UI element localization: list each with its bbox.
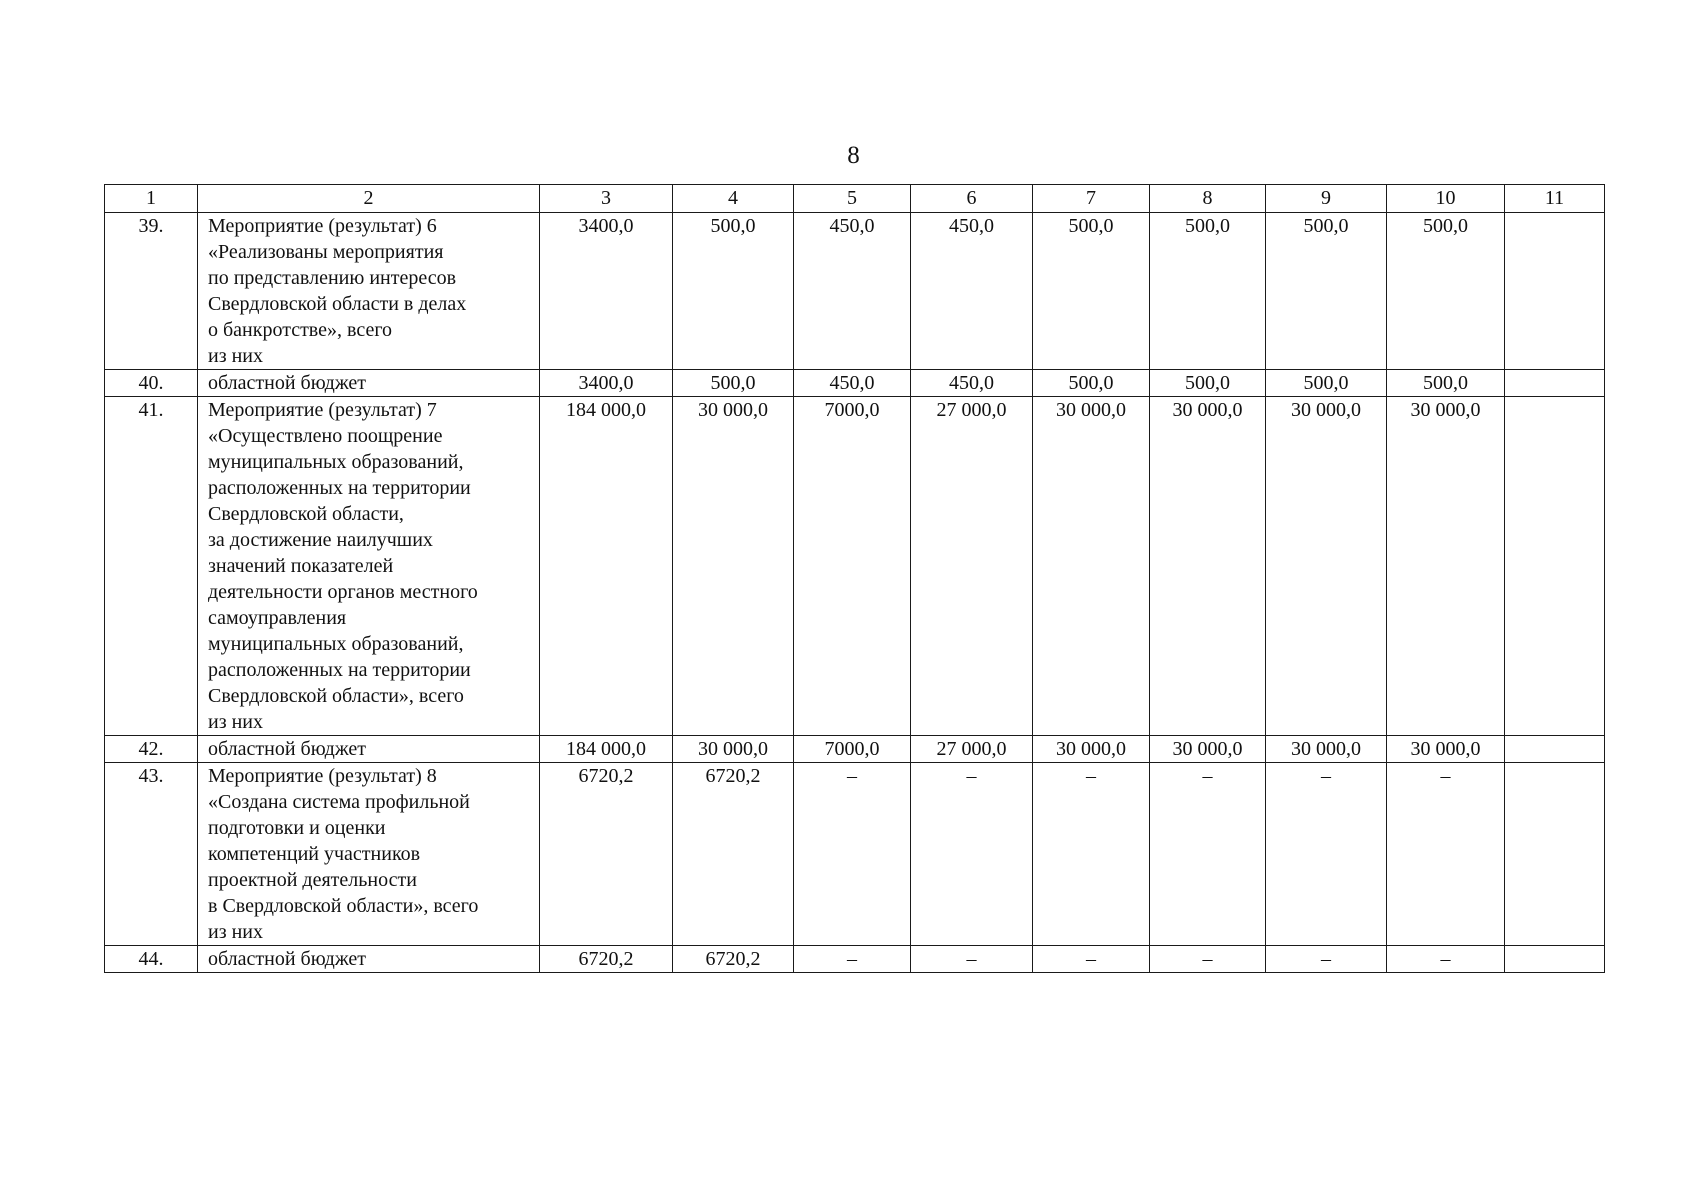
value-cell-col-6: –: [911, 763, 1033, 946]
value-cell-col-7: 500,0: [1033, 370, 1150, 397]
value-cell-col-11: [1505, 397, 1605, 736]
value-cell-col-4: 30 000,0: [673, 736, 794, 763]
table-row: [105, 736, 1605, 763]
description-line: Свердловской области,: [208, 503, 404, 525]
value-cell-col-5: 450,0: [794, 370, 911, 397]
value-cell-col-7: –: [1033, 763, 1150, 946]
description-line: проектной деятельности: [208, 869, 417, 891]
column-header: 8: [1150, 185, 1266, 213]
value-cell-col-10: 30 000,0: [1387, 736, 1505, 763]
description-cell: [198, 213, 540, 370]
value-cell-col-11: [1505, 736, 1605, 763]
value-cell-col-7: 30 000,0: [1033, 736, 1150, 763]
value-cell-col-4: 500,0: [673, 213, 794, 370]
page-number: 8: [847, 142, 860, 169]
value-cell-col-4: 30 000,0: [673, 397, 794, 736]
column-header: 2: [198, 185, 540, 213]
value-cell-col-10: 30 000,0: [1387, 397, 1505, 736]
description-line: «Реализованы мероприятия: [208, 241, 444, 263]
column-header: 1: [105, 185, 198, 213]
description-cell: [198, 397, 540, 736]
value-cell-col-6: –: [911, 946, 1033, 973]
row-number-cell: 41.: [105, 397, 198, 736]
value-cell-col-9: –: [1266, 946, 1387, 973]
value-cell-col-11: [1505, 370, 1605, 397]
description-line: «Создана система профильной: [208, 791, 470, 813]
description-line: областной бюджет: [208, 738, 367, 760]
value-cell-col-10: 500,0: [1387, 213, 1505, 370]
row-number-cell: 39.: [105, 213, 198, 370]
value-cell-col-3: 3400,0: [540, 370, 673, 397]
value-cell-col-7: –: [1033, 946, 1150, 973]
value-cell-col-11: [1505, 213, 1605, 370]
description-line: значений показателей: [208, 555, 394, 577]
value-cell-col-3: 6720,2: [540, 763, 673, 946]
column-header: 7: [1033, 185, 1150, 213]
description-line: из них: [208, 711, 264, 733]
description-line: деятельности органов местного: [208, 581, 478, 603]
table-row: [105, 370, 1605, 397]
table-row: [105, 763, 1605, 946]
value-cell-col-8: 30 000,0: [1150, 397, 1266, 736]
value-cell-col-6: 27 000,0: [911, 397, 1033, 736]
value-cell-col-10: 500,0: [1387, 370, 1505, 397]
column-header: 4: [673, 185, 794, 213]
description-line: из них: [208, 345, 264, 367]
description-line: самоуправления: [208, 607, 347, 629]
table-header-row: [105, 185, 1605, 213]
column-header: 6: [911, 185, 1033, 213]
value-cell-col-5: 450,0: [794, 213, 911, 370]
value-cell-col-3: 3400,0: [540, 213, 673, 370]
value-cell-col-8: –: [1150, 763, 1266, 946]
value-cell-col-9: 500,0: [1266, 370, 1387, 397]
description-cell: [198, 946, 540, 973]
description-cell: [198, 370, 540, 397]
value-cell-col-8: 500,0: [1150, 370, 1266, 397]
value-cell-col-9: 30 000,0: [1266, 397, 1387, 736]
description-line: муниципальных образований,: [208, 451, 464, 473]
description-line: расположенных на территории: [208, 477, 471, 499]
value-cell-col-10: –: [1387, 946, 1505, 973]
value-cell-col-4: 6720,2: [673, 946, 794, 973]
description-line: областной бюджет: [208, 372, 367, 394]
description-line: за достижение наилучших: [208, 529, 433, 551]
description-line: в Свердловской области», всего: [208, 895, 479, 917]
description-line: «Осуществлено поощрение: [208, 425, 443, 447]
value-cell-col-4: 6720,2: [673, 763, 794, 946]
description-line: подготовки и оценки: [208, 817, 386, 839]
row-number-cell: 44.: [105, 946, 198, 973]
description-line: компетенций участников: [208, 843, 421, 865]
value-cell-col-4: 500,0: [673, 370, 794, 397]
column-header: 3: [540, 185, 673, 213]
value-cell-col-5: –: [794, 946, 911, 973]
description-cell: [198, 763, 540, 946]
value-cell-col-5: –: [794, 763, 911, 946]
value-cell-col-9: –: [1266, 763, 1387, 946]
value-cell-col-11: [1505, 763, 1605, 946]
value-cell-col-5: 7000,0: [794, 397, 911, 736]
value-cell-col-3: 6720,2: [540, 946, 673, 973]
value-cell-col-8: –: [1150, 946, 1266, 973]
description-line: областной бюджет: [208, 948, 367, 970]
value-cell-col-6: 27 000,0: [911, 736, 1033, 763]
description-line: из них: [208, 921, 264, 943]
column-header: 9: [1266, 185, 1387, 213]
column-header: 5: [794, 185, 911, 213]
value-cell-col-9: 500,0: [1266, 213, 1387, 370]
description-line: по представлению интересов: [208, 267, 457, 289]
value-cell-col-3: 184 000,0: [540, 736, 673, 763]
description-line: муниципальных образований,: [208, 633, 464, 655]
value-cell-col-6: 450,0: [911, 370, 1033, 397]
description-line: Мероприятие (результат) 6: [208, 215, 437, 237]
description-line: Мероприятие (результат) 7: [208, 399, 437, 421]
value-cell-col-8: 30 000,0: [1150, 736, 1266, 763]
description-line: Свердловской области в делах: [208, 293, 467, 315]
column-header: 11: [1505, 185, 1605, 213]
column-header: 10: [1387, 185, 1505, 213]
description-cell: [198, 736, 540, 763]
value-cell-col-9: 30 000,0: [1266, 736, 1387, 763]
description-line: расположенных на территории: [208, 659, 471, 681]
value-cell-col-8: 500,0: [1150, 213, 1266, 370]
row-number-cell: 43.: [105, 763, 198, 946]
value-cell-col-5: 7000,0: [794, 736, 911, 763]
budget-table: [104, 184, 1605, 973]
value-cell-col-7: 500,0: [1033, 213, 1150, 370]
table-row: [105, 213, 1605, 370]
row-number-cell: 40.: [105, 370, 198, 397]
value-cell-col-11: [1505, 946, 1605, 973]
table-row: [105, 946, 1605, 973]
description-line: Свердловской области», всего: [208, 685, 464, 707]
row-number-cell: 42.: [105, 736, 198, 763]
description-line: Мероприятие (результат) 8: [208, 765, 437, 787]
value-cell-col-7: 30 000,0: [1033, 397, 1150, 736]
value-cell-col-3: 184 000,0: [540, 397, 673, 736]
value-cell-col-10: –: [1387, 763, 1505, 946]
description-line: о банкротстве», всего: [208, 319, 393, 341]
table-row: [105, 397, 1605, 736]
table-body: [105, 185, 1605, 973]
value-cell-col-6: 450,0: [911, 213, 1033, 370]
